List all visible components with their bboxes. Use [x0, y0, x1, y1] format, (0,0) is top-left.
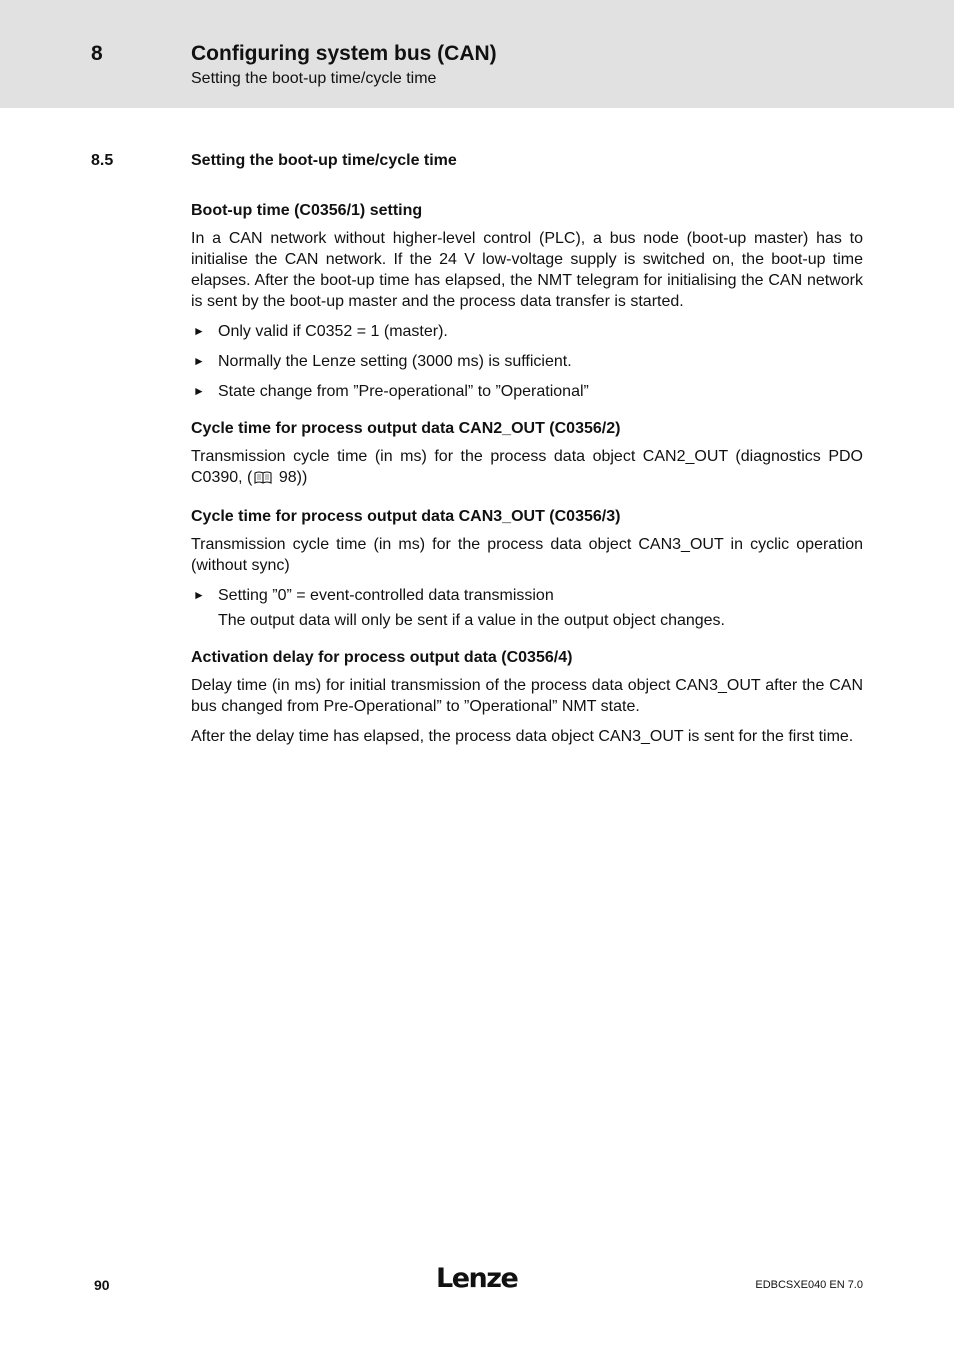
- can2-block: [191, 418, 863, 490]
- chapter-number: 8: [91, 42, 103, 65]
- document-code: EDBCSXE040 EN 7.0: [755, 1279, 863, 1291]
- book-icon[interactable]: [254, 469, 272, 490]
- bootup-bullet-list: [191, 321, 863, 402]
- triangle-right-icon: ►: [193, 324, 205, 338]
- bootup-block: [191, 200, 863, 402]
- list-item: [191, 381, 863, 402]
- bullet-text: Normally the Lenze setting (3000 ms) is sufficient.: [218, 353, 572, 370]
- can3-heading: Cycle time for process output data CAN3_OUT (C0356/3): [191, 508, 621, 525]
- section-title: Setting the boot-up time/cycle time: [191, 152, 457, 169]
- can3-paragraph: Transmission cycle time (in ms) for the process data object CAN3_OUT in cyclic operation (without sync): [191, 536, 863, 574]
- delay-paragraph-2: After the delay time has elapsed, the process data object CAN3_OUT is sent for the first time.: [191, 728, 854, 745]
- delay-block: [191, 647, 863, 747]
- bullet-text: Only valid if C0352 = 1 (master).: [218, 323, 448, 340]
- triangle-right-icon: ►: [193, 588, 205, 602]
- chapter-subtitle: Setting the boot-up time/cycle time: [191, 70, 437, 87]
- bullet-text: State change from ”Pre-operational” to ”Operational”: [218, 383, 589, 400]
- can2-heading: Cycle time for process output data CAN2_OUT (C0356/2): [191, 420, 621, 437]
- page-number: 90: [94, 1277, 110, 1293]
- bootup-heading: Boot-up time (C0356/1) setting: [191, 202, 423, 219]
- can2-paragraph: [191, 446, 863, 490]
- triangle-right-icon: ►: [193, 354, 205, 368]
- list-item: [191, 351, 863, 372]
- bootup-paragraph: In a CAN network without higher-level control (PLC), a bus node (boot-up master) has to initialise the CAN network. If the 24 V low-voltage supply is switched on, the boot-up time elapses. After the boot-up time has elapsed, the NMT telegram for initialising the CAN network is sent by the boot-up master and the process data transfer is started.: [191, 230, 863, 310]
- can3-bullet-list: [191, 585, 863, 631]
- can3-block: [191, 506, 863, 631]
- chapter-title: Configuring system bus (CAN): [191, 42, 497, 65]
- triangle-right-icon: ►: [193, 384, 205, 398]
- list-item: [191, 585, 863, 631]
- section-number: 8.5: [91, 152, 114, 169]
- bullet-note: The output data will only be sent if a value in the output object changes.: [218, 612, 725, 629]
- can2-page-ref[interactable]: 98)): [274, 469, 308, 486]
- delay-heading: Activation delay for process output data (C0356/4): [191, 649, 573, 666]
- bullet-text: Setting ”0” = event-controlled data transmission: [218, 587, 554, 604]
- list-item: [191, 321, 863, 342]
- main-content: [191, 200, 863, 763]
- lenze-logo: Lenze: [436, 1263, 518, 1294]
- delay-paragraph-1: Delay time (in ms) for initial transmission of the process data object CAN3_OUT after the CAN bus changed from Pre-Operational” to ”Operational” NMT state.: [191, 677, 863, 715]
- can2-text-start: Transmission cycle time (in ms) for the process data object CAN2_OUT (diagnostics PDO C0390, (: [191, 448, 863, 486]
